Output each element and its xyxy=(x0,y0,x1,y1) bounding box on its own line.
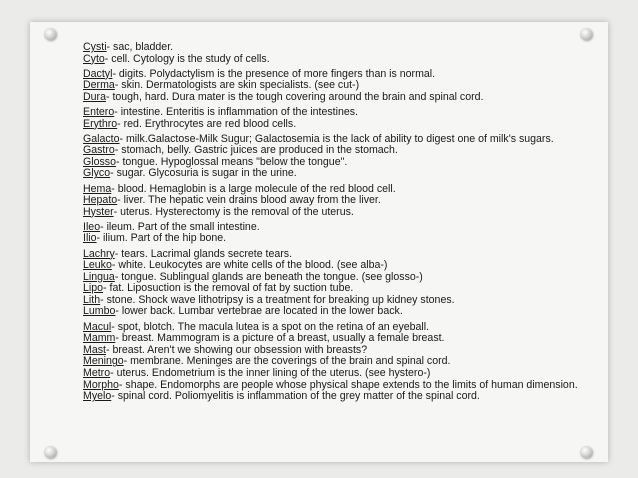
entry-term: Metro xyxy=(83,366,111,379)
entry-definition: - milk.Galactose-Milk Sugur; Galactosemia is the lack of ability to digest one of milk's sugars. xyxy=(119,132,554,145)
glossary-entry xyxy=(83,233,579,245)
entry-term: Lumbo xyxy=(83,305,116,318)
glossary-group xyxy=(83,249,579,319)
entry-definition: - digits. Polydactylism is the presence of more fingers than is normal. xyxy=(112,67,436,80)
entry-term: Cysti xyxy=(83,41,107,53)
entry-term: Mast xyxy=(83,343,106,356)
entry-term: Erythro xyxy=(83,117,118,130)
entry-term: Lingua xyxy=(83,270,115,283)
glossary-entry xyxy=(83,207,579,219)
glossary-entry xyxy=(83,54,579,66)
entry-definition: - tongue. Sublingual glands are beneath the tongue. (see glosso-) xyxy=(114,270,423,283)
entry-term: Ileo xyxy=(83,220,101,233)
entry-term: Cyto xyxy=(83,52,105,65)
glossary-entry xyxy=(83,119,579,131)
glossary-group xyxy=(83,107,579,130)
glossary-entry xyxy=(83,391,579,403)
glossary-group xyxy=(83,222,579,245)
entry-definition: - stomach, belly. Gastric juices are produced in the stomach. xyxy=(114,144,398,157)
entry-definition: - spot, blotch. The macula lutea is a spot on the retina of an eyeball. xyxy=(111,320,430,333)
pin-icon xyxy=(44,28,56,40)
entry-definition: - fat. Liposuction is the removal of fat by suction tube. xyxy=(103,282,354,295)
entry-term: Hema xyxy=(83,182,112,195)
glossary-list xyxy=(83,42,579,406)
entry-definition: - tongue. Hypoglossal means "below the tongue". xyxy=(115,155,348,168)
entry-term: Mamm xyxy=(83,332,116,345)
entry-term: Galacto xyxy=(83,132,120,145)
entry-definition: - ilium. Part of the hip bone. xyxy=(96,232,227,245)
entry-definition: - skin. Dermatologists are skin specialists. (see cut-) xyxy=(114,79,360,92)
entry-term: Glosso xyxy=(83,155,116,168)
pin-icon xyxy=(580,28,592,40)
entry-term: Leuko xyxy=(83,259,112,272)
entry-definition: - ileum. Part of the small intestine. xyxy=(100,220,260,233)
entry-term: Gastro xyxy=(83,144,115,157)
glossary-entry xyxy=(83,306,579,318)
entry-definition: - tough, hard. Dura mater is the tough covering around the brain and spinal cord. xyxy=(105,90,484,103)
entry-term: Macul xyxy=(83,320,112,333)
entry-term: Lith xyxy=(83,293,101,306)
entry-definition: - breast. Aren't we showing our obsession with breasts? xyxy=(105,343,368,356)
entry-term: Entero xyxy=(83,105,115,118)
entry-term: Dura xyxy=(83,90,106,103)
entry-definition: - membrane. Meninges are the coverings of the brain and spinal cord. xyxy=(123,355,451,368)
entry-term: Myelo xyxy=(83,390,112,403)
entry-term: Morpho xyxy=(83,378,119,391)
entry-term: Glyco xyxy=(83,167,111,180)
entry-definition: - lower back. Lumbar vertebrae are located in the lower back. xyxy=(115,305,403,318)
glossary-group xyxy=(83,69,579,104)
entry-term: Hyster xyxy=(83,205,114,218)
entry-definition: - liver. The hepatic vein drains blood away from the liver. xyxy=(117,194,381,207)
entry-definition: - blood. Hemaglobin is a large molecule of the red blood cell. xyxy=(111,182,396,195)
entry-definition: - breast. Mammogram is a picture of a breast, usually a female breast. xyxy=(115,332,445,345)
entry-definition: - uterus. Hysterectomy is the removal of the uterus. xyxy=(113,205,354,218)
glossary-group xyxy=(83,42,579,65)
entry-term: Ilio xyxy=(83,232,97,245)
entry-term: Lipo xyxy=(83,282,104,295)
entry-definition: - tears. Lacrimal glands secrete tears. xyxy=(114,247,293,260)
entry-definition: - cell. Cytology is the study of cells. xyxy=(104,52,270,65)
glossary-group xyxy=(83,134,579,180)
entry-definition: - intestine. Enteritis is inflammation of the intestines. xyxy=(114,105,358,118)
entry-term: Hepato xyxy=(83,194,118,207)
entry-term: Dactyl xyxy=(83,67,113,80)
pin-icon xyxy=(44,446,56,458)
entry-definition: - red. Erythrocytes are red blood cells. xyxy=(117,117,297,130)
entry-definition: - shape. Endomorphs are people whose physical shape extends to the limits of human dimension. xyxy=(118,378,578,391)
glossary-group xyxy=(83,322,579,403)
entry-definition: - spinal cord. Poliomyelitis is inflammation of the grey matter of the spinal cord. xyxy=(111,390,480,403)
entry-definition: - uterus. Endometrium is the inner lining of the uterus. (see hystero-) xyxy=(110,366,431,379)
entry-definition: - sugar. Glycosuria is sugar in the urine. xyxy=(110,167,297,180)
entry-definition: - white. Leukocytes are white cells of the blood. (see alba-) xyxy=(111,259,388,272)
entry-term: Lachry xyxy=(83,247,115,260)
glossary-entry xyxy=(83,92,579,104)
entry-term: Meningo xyxy=(83,355,124,368)
pin-icon xyxy=(580,446,592,458)
entry-term: Derma xyxy=(83,79,115,92)
glossary-group xyxy=(83,184,579,219)
entry-definition: - sac, bladder. xyxy=(106,41,174,53)
entry-definition: - stone. Shock wave lithotripsy is a treatment for breaking up kidney stones. xyxy=(100,293,455,306)
glossary-entry xyxy=(83,168,579,180)
